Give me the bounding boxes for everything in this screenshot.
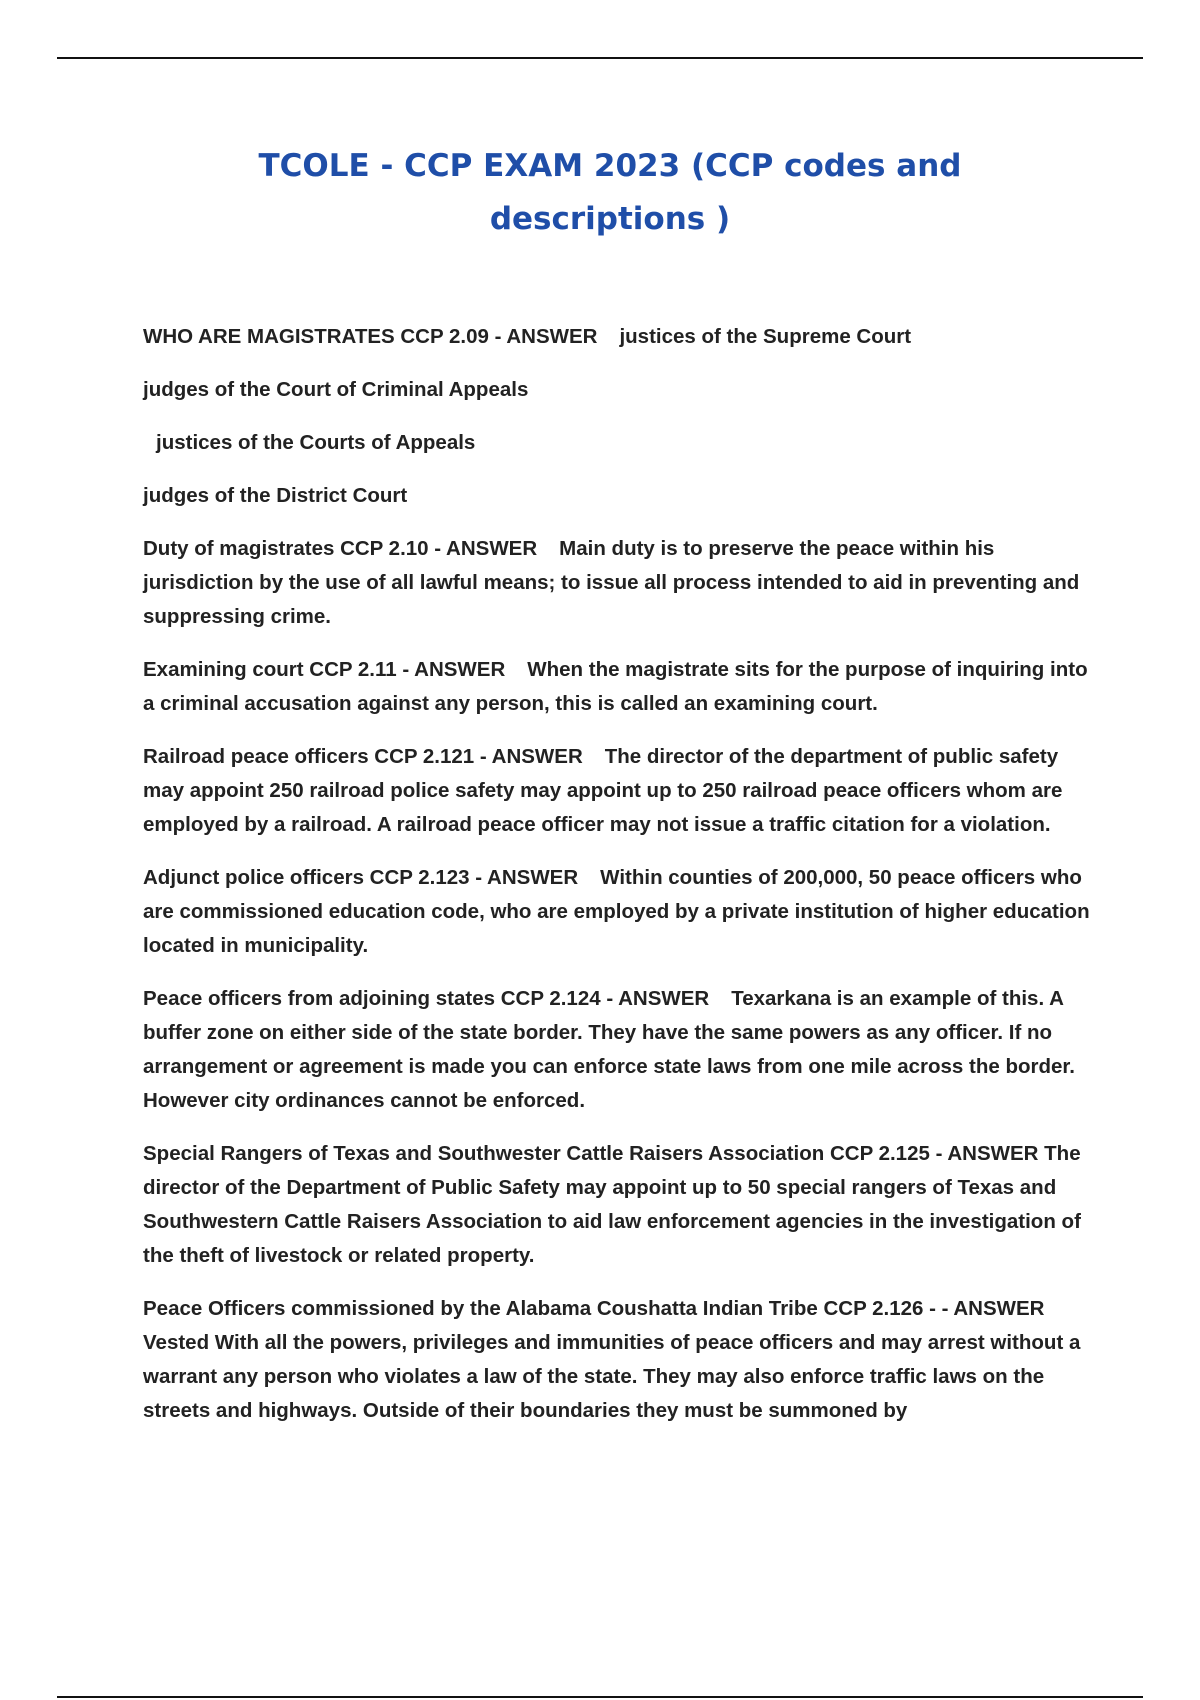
entry-answer: The director of the department of public safety may appoint 250 railroad police safety may appoint up to 250 railroad peace officers whom are employed by a railroad. A railroad peace officer may not issue a traffic citation for a violation. (143, 745, 1063, 836)
entry-question: Duty of magistrates CCP 2.10 - ANSWER (143, 537, 538, 560)
bottom-rule (57, 1696, 1143, 1698)
entry-question: Examining court CCP 2.11 - ANSWER (143, 658, 506, 681)
entry-adjoining-states (143, 982, 1093, 1118)
entry-line: judges of the Court of Criminal Appeals (143, 378, 529, 401)
entry-adjunct-police-officers (143, 861, 1093, 963)
entry-question: Railroad peace officers CCP 2.121 - ANSWER (143, 745, 583, 768)
entry-question: WHO ARE MAGISTRATES CCP 2.09 - ANSWER (143, 325, 598, 348)
document-body (143, 320, 1093, 1447)
entry-line: justices of the Courts of Appeals (156, 431, 476, 454)
entry-question: Peace officers from adjoining states CCP 2.124 - ANSWER (143, 987, 710, 1010)
entry-answer: Texarkana is an example of this. A buffer zone on either side of the state border. They have the same powers as any officer. If no arrangement or agreement is made you can enforce state laws from one mile across the border. However city ordinances cannot be enforced. (143, 987, 1075, 1112)
entry-answer: Vested With all the powers, privileges and immunities of peace officers and may arrest without a warrant any person who violates a law of the state. They may also enforce traffic laws on the streets and highways. Outside of their boundaries they must be summoned by (143, 1331, 1081, 1422)
entry-magistrates (143, 320, 1093, 354)
entry-answer: justices of the Supreme Court (619, 325, 912, 348)
entry-examining-court (143, 653, 1093, 721)
entry-alabama-coushatta (143, 1292, 1093, 1428)
entry-duty-of-magistrates (143, 532, 1093, 634)
entry-question: Special Rangers of Texas and Southwester Cattle Raisers Association CCP 2.125 - ANSWER (143, 1142, 1039, 1165)
entry-answer: Main duty is to preserve the peace within his jurisdiction by the use of all lawful means; to issue all process intended to aid in preventing and suppressing crime. (143, 537, 1080, 628)
document-title: TCOLE - CCP EXAM 2023 (CCP codes and descriptions ) (258, 148, 962, 237)
entry-answer: When the magistrate sits for the purpose of inquiring into a criminal accusation against any person, this is called an examining court. (143, 658, 1088, 715)
entry-question: Adjunct police officers CCP 2.123 - ANSWER (143, 866, 579, 889)
entry-question: Peace Officers commissioned by the Alabama Coushatta Indian Tribe CCP 2.126 - - ANSWER (143, 1297, 1045, 1320)
entry-railroad-peace-officers (143, 740, 1093, 842)
entry-special-rangers (143, 1137, 1093, 1273)
entry-answer: Within counties of 200,000, 50 peace officers who are commissioned education code, who are employed by a private institution of higher education located in municipality. (143, 866, 1090, 957)
top-rule (57, 57, 1143, 59)
entry-answer: The director of the Department of Public Safety may appoint up to 50 special rangers of Texas and Southwestern Cattle Raisers Association to aid law enforcement agencies in the investigation of the theft of livestock or related property. (143, 1142, 1081, 1267)
entry-line: judges of the District Court (143, 484, 408, 507)
